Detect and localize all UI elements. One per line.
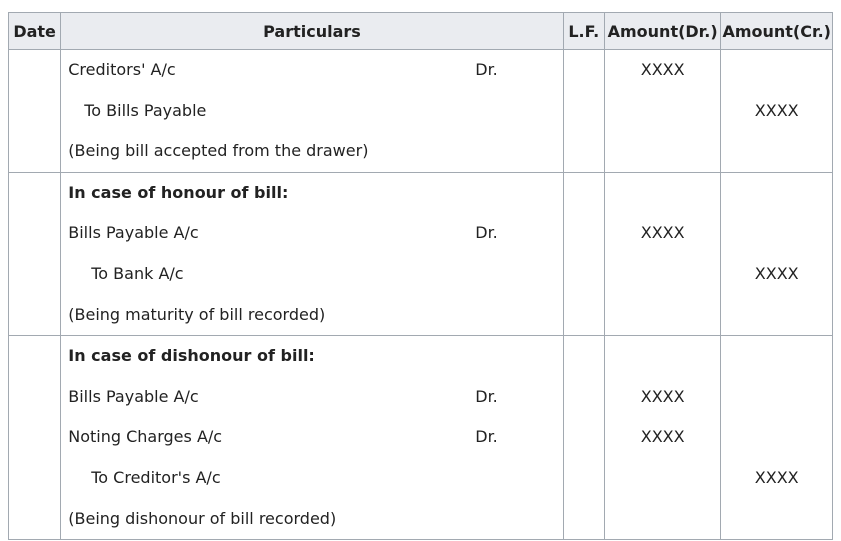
narration: (Being bill accepted from the drawer) — [68, 141, 369, 161]
account-name: Bills Payable A/c — [68, 386, 199, 406]
lf-cell — [563, 50, 604, 173]
debit-amount — [605, 458, 721, 499]
particulars-cell — [61, 172, 563, 335]
account-name: To Creditor's A/c — [91, 467, 221, 487]
credit-cell — [721, 50, 833, 173]
account-name: Noting Charges A/c — [68, 427, 223, 447]
debit-cell — [604, 172, 721, 335]
credit-amount: XXXX — [754, 263, 799, 283]
debit-amount — [605, 295, 721, 336]
case-heading: In case of honour of bill: — [68, 182, 289, 202]
entry-line — [61, 213, 562, 254]
credit-amount — [721, 417, 832, 458]
debit-amount — [605, 91, 721, 132]
header-amount-cr: Amount(Cr.) — [721, 13, 833, 50]
header-lf: L.F. — [563, 13, 604, 50]
journal-entry — [9, 172, 833, 335]
credit-amount — [721, 50, 832, 91]
lf-cell — [563, 336, 604, 540]
credit-amount: XXXX — [754, 467, 799, 487]
header-row — [9, 13, 833, 50]
lf-cell — [563, 172, 604, 335]
entry-line — [61, 295, 562, 336]
dr-mark: Dr. — [475, 60, 498, 79]
entry-line — [61, 377, 562, 418]
debit-amount — [605, 336, 721, 377]
account-name: Creditors' A/c — [68, 60, 176, 79]
account-name: Bills Payable A/c — [68, 223, 199, 243]
credit-amount — [721, 499, 832, 540]
entry-line — [61, 131, 562, 172]
debit-amount — [605, 499, 721, 540]
header-particulars: Particulars — [61, 13, 563, 50]
debit-cell — [604, 50, 721, 173]
entry-line — [61, 50, 562, 91]
particulars-cell — [61, 50, 563, 173]
dr-mark: Dr. — [475, 386, 498, 406]
credit-cell — [721, 172, 833, 335]
debit-amount: XXXX — [640, 427, 685, 447]
debit-amount: XXXX — [640, 223, 685, 243]
header-amount-dr: Amount(Dr.) — [604, 13, 721, 50]
credit-amount — [721, 377, 832, 418]
account-name: To Bills Payable — [84, 100, 207, 120]
credit-amount — [721, 131, 832, 172]
entry-line — [61, 336, 562, 377]
debit-amount — [605, 254, 721, 295]
credit-cell — [721, 336, 833, 540]
journal-entry — [9, 336, 833, 540]
debit-cell — [604, 336, 721, 540]
debit-amount: XXXX — [640, 60, 685, 79]
journal-table — [8, 12, 833, 540]
date-cell — [9, 336, 61, 540]
particulars-cell — [61, 336, 563, 540]
date-cell — [9, 172, 61, 335]
narration: (Being dishonour of bill recorded) — [68, 508, 337, 528]
entry-line — [61, 417, 562, 458]
entry-line — [61, 91, 562, 132]
date-cell — [9, 50, 61, 173]
credit-amount — [721, 336, 832, 377]
credit-amount — [721, 295, 832, 336]
dr-mark: Dr. — [475, 223, 498, 243]
account-name: To Bank A/c — [91, 263, 184, 283]
entry-line — [61, 173, 562, 214]
entry-line — [61, 458, 562, 499]
credit-amount — [721, 213, 832, 254]
narration: (Being maturity of bill recorded) — [68, 304, 326, 324]
case-heading: In case of dishonour of bill: — [68, 346, 315, 366]
credit-amount — [721, 173, 832, 214]
journal-entry — [9, 50, 833, 173]
entry-line — [61, 254, 562, 295]
header-date: Date — [9, 13, 61, 50]
debit-amount: XXXX — [640, 386, 685, 406]
debit-amount — [605, 131, 721, 172]
dr-mark: Dr. — [475, 427, 498, 447]
debit-amount — [605, 173, 721, 214]
entry-line — [61, 499, 562, 540]
credit-amount: XXXX — [754, 100, 799, 120]
